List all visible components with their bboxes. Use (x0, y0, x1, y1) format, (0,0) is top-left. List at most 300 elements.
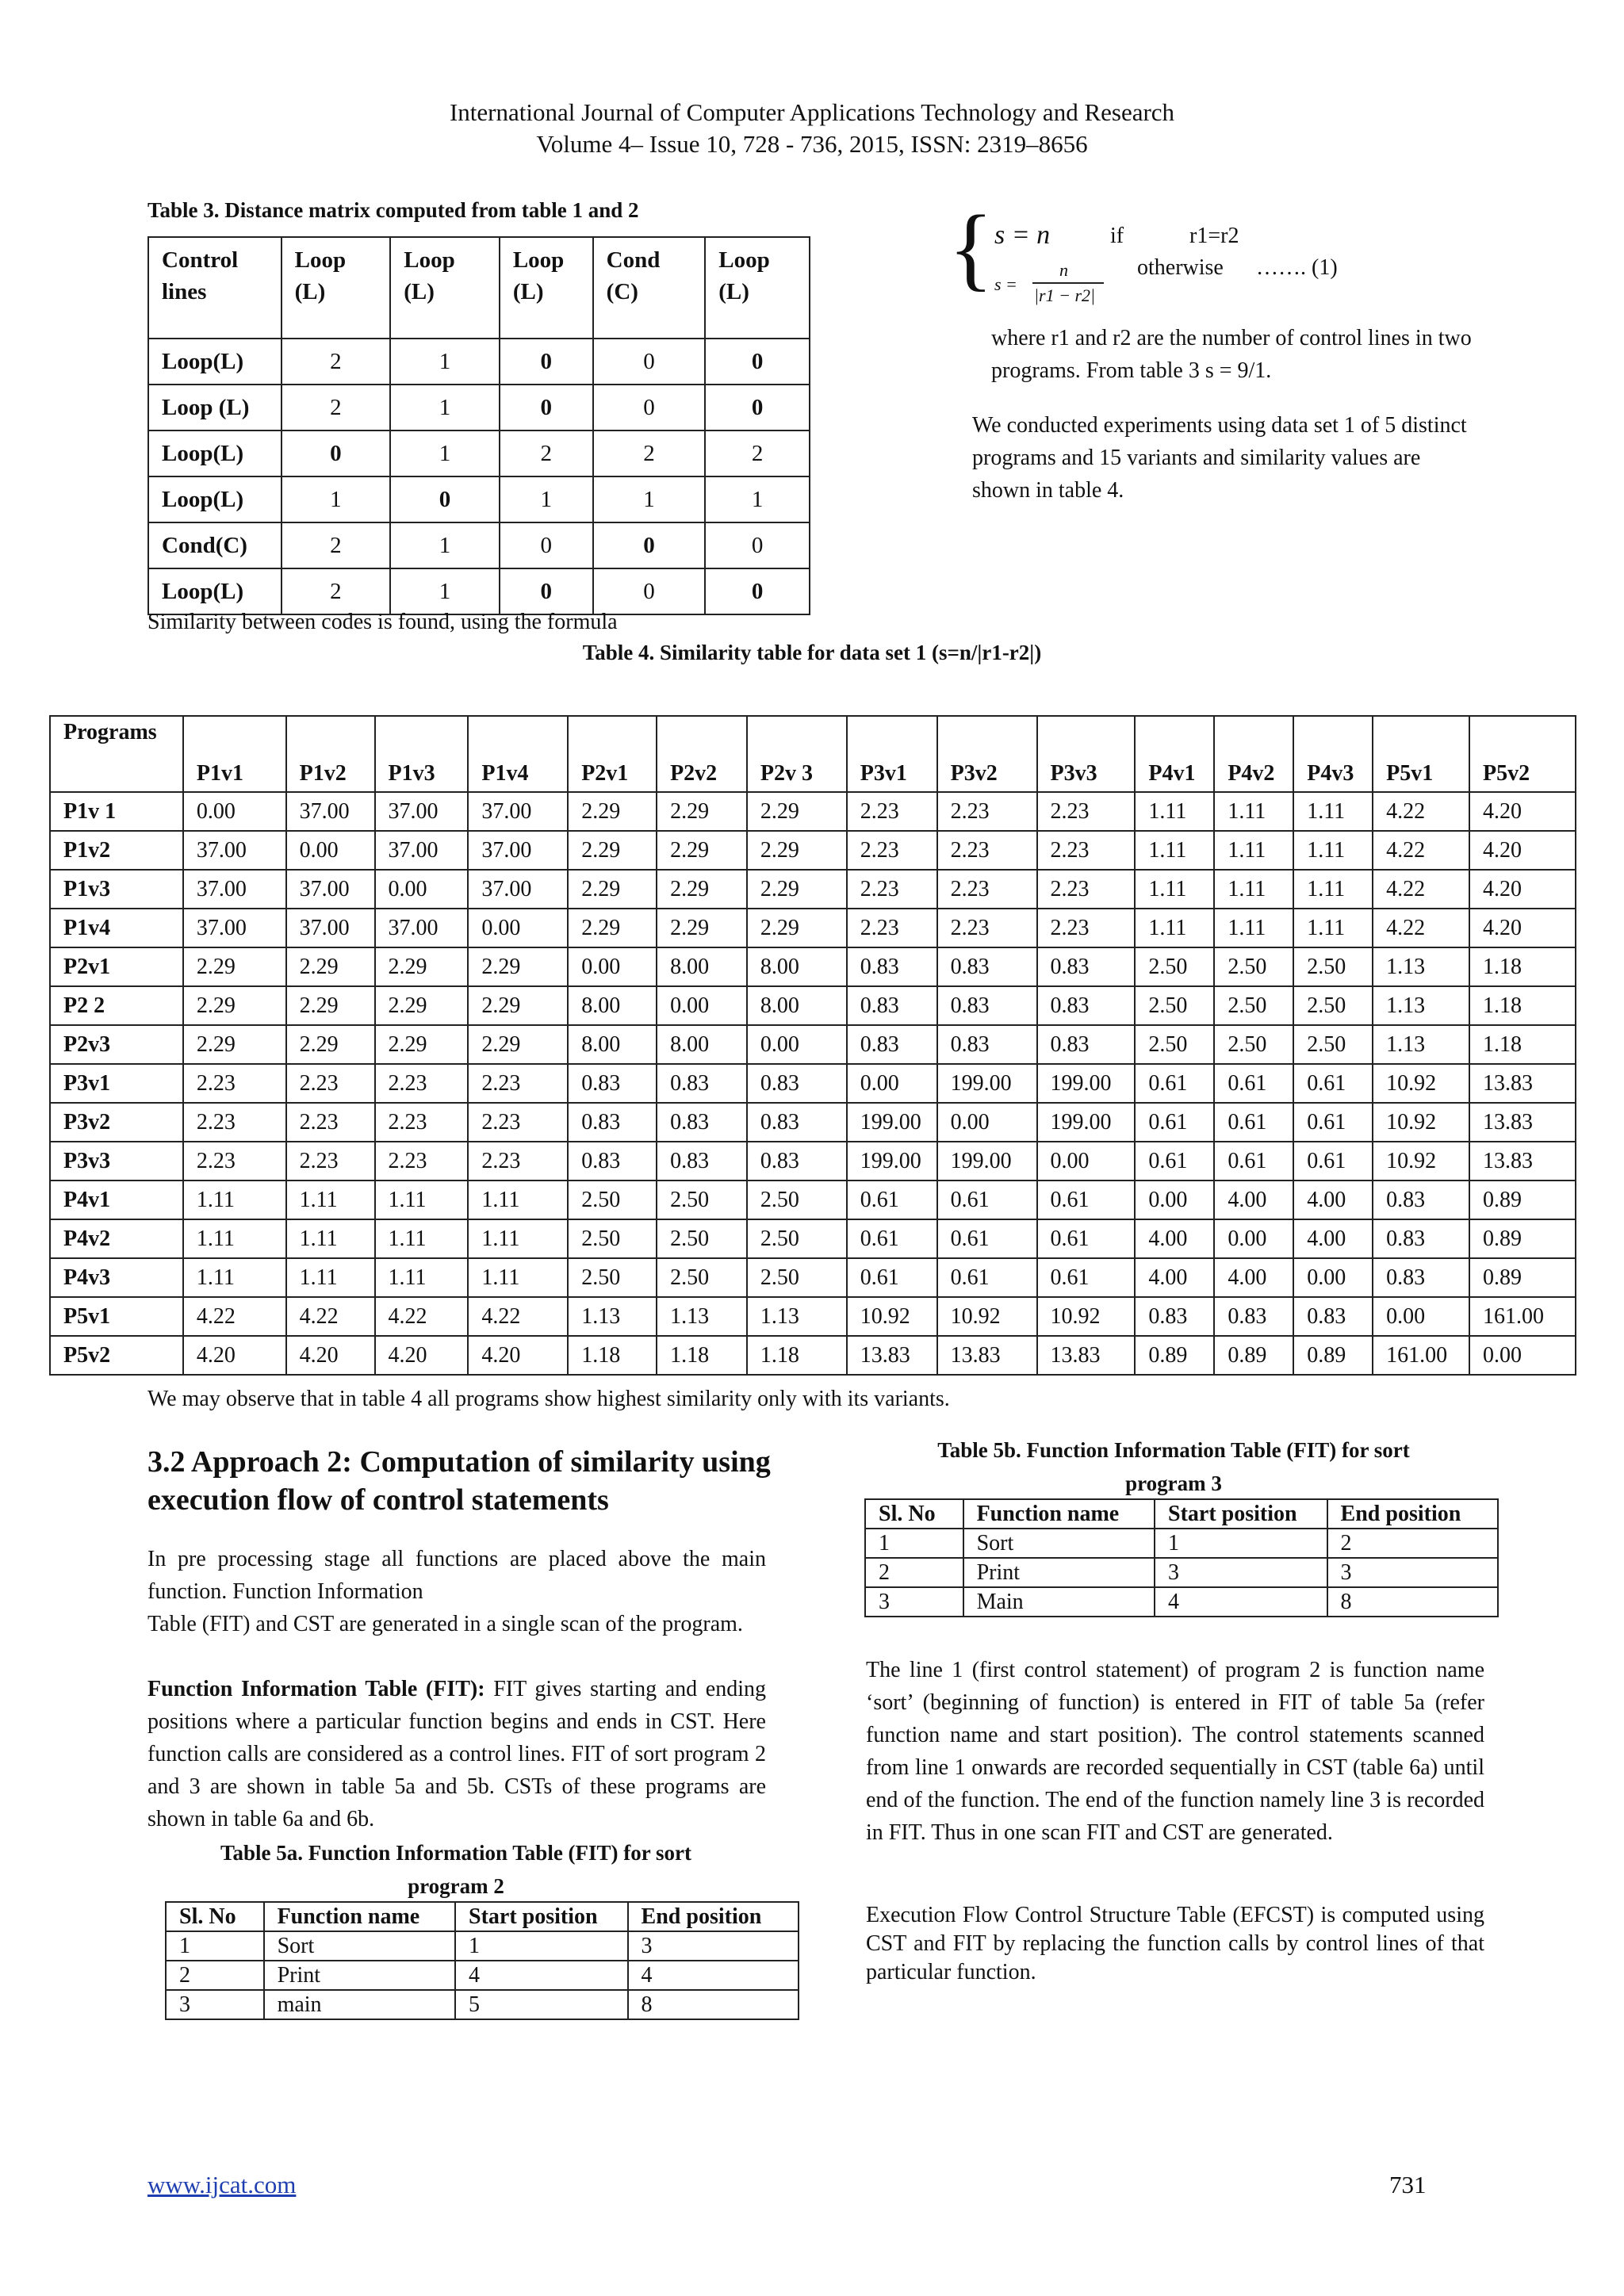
table4-cell: 0.83 (937, 947, 1037, 986)
table4-cell: 0.61 (1135, 1142, 1214, 1181)
table4-cell: 10.92 (1373, 1142, 1469, 1181)
table4-cell: 4.20 (286, 1336, 375, 1375)
table4-cell: 4.22 (286, 1297, 375, 1336)
table4-cell: 199.00 (937, 1142, 1037, 1181)
table4-cell: 10.92 (1373, 1064, 1469, 1103)
table4-col-header: P4v1 (1135, 716, 1214, 792)
table4-cell: 0.89 (1135, 1336, 1214, 1375)
table4-cell: 0.00 (1469, 1336, 1576, 1375)
table4-row-label: P3v3 (50, 1142, 183, 1181)
table4-row-label: P5v1 (50, 1297, 183, 1336)
table-row (50, 1258, 1576, 1297)
table5b-cell: 3 (1327, 1558, 1498, 1587)
table4-row-label: P1v 1 (50, 792, 183, 831)
table4-cell: 1.13 (1373, 986, 1469, 1025)
table4-cell: 2.23 (847, 792, 937, 831)
table3-row-label: Loop(L) (148, 430, 282, 476)
table-row (148, 476, 810, 522)
formula-equal-case: s = n (994, 220, 1051, 250)
table5b-cell: 3 (1155, 1558, 1327, 1587)
table4-cell: 1.11 (1214, 909, 1293, 947)
table4-header-row (50, 716, 1576, 792)
table4-cell: 1.18 (1469, 947, 1576, 986)
table4-cell: 2.23 (937, 792, 1037, 831)
table4-col-header: P5v2 (1469, 716, 1576, 792)
table4-cell: 37.00 (375, 792, 469, 831)
table4-cell: 1.11 (1135, 909, 1214, 947)
table4-cell: 0.00 (1373, 1297, 1469, 1336)
table4-cell: 0.61 (847, 1258, 937, 1297)
table4-cell: 37.00 (468, 870, 568, 909)
table4-col-header: P3v2 (937, 716, 1037, 792)
table4-cell: 4.00 (1135, 1219, 1214, 1258)
observe-text: We may observe that in table 4 all programs show highest similarity only with its variants. (147, 1387, 950, 1411)
table4-row-label: P2v1 (50, 947, 183, 986)
formula-numerator: n (1059, 260, 1068, 280)
table5a-caption-line1: Table 5a. Function Information Table (FIT) for sort (220, 1841, 692, 1865)
table4-cell: 4.00 (1214, 1258, 1293, 1297)
table4-cell: 0.61 (1037, 1181, 1136, 1219)
table4-cell: 13.83 (1469, 1142, 1576, 1181)
table4-cell: 37.00 (183, 909, 286, 947)
table3-cell: 0 (500, 522, 593, 568)
formula-denominator: |r1 − r2| (1034, 285, 1096, 305)
table4-cell: 4.20 (183, 1336, 286, 1375)
table4-cell: 0.83 (847, 947, 937, 986)
table4-cell: 0.00 (1214, 1219, 1293, 1258)
table4-cell: 1.11 (183, 1181, 286, 1219)
table4-cell: 1.11 (375, 1181, 469, 1219)
table4-cell: 10.92 (847, 1297, 937, 1336)
table4-cell: 0.00 (568, 947, 657, 986)
table4-cell: 2.23 (937, 831, 1037, 870)
table5b-cell: 8 (1327, 1587, 1498, 1617)
table4-cell: 0.83 (568, 1103, 657, 1142)
table4-col-header: P1v3 (375, 716, 469, 792)
table4-cell: 2.29 (375, 1025, 469, 1064)
table3-cell: 0 (390, 476, 500, 522)
table3-header: Control lines (148, 237, 282, 339)
table3-cell: 2 (705, 430, 810, 476)
table5b-cell: 2 (865, 1558, 963, 1587)
table4-cell: 13.83 (1037, 1336, 1136, 1375)
table4-cell: 37.00 (468, 831, 568, 870)
table5a-cell: 3 (628, 1931, 799, 1961)
table4-cell: 0.83 (1373, 1258, 1469, 1297)
table-row (50, 1297, 1576, 1336)
table3-cell: 0 (705, 339, 810, 385)
efcst-paragraph: Execution Flow Control Structure Table (EFCST) is computed using CST and FIT by replacing the function calls by control lines of that particular function. (866, 1903, 1484, 1984)
table4-cell: 2.29 (657, 870, 747, 909)
table4-cell: 2.23 (468, 1064, 568, 1103)
table-row (166, 1961, 799, 1990)
table4-cell: 0.83 (747, 1064, 847, 1103)
table4-cell: 2.50 (747, 1258, 847, 1297)
table4-cell: 4.20 (1469, 792, 1576, 831)
table3-cell: 1 (390, 385, 500, 430)
table5a-cell: main (264, 1990, 455, 2019)
table3-row-label: Cond(C) (148, 522, 282, 568)
table4-col-header: P4v3 (1293, 716, 1373, 792)
table4-cell: 10.92 (937, 1297, 1037, 1336)
table4-cell: 0.89 (1469, 1181, 1576, 1219)
table4-cell: 199.00 (1037, 1103, 1136, 1142)
table3-caption: Table 3. Distance matrix computed from table 1 and 2 (147, 198, 639, 222)
table4-cell: 4.22 (1373, 831, 1469, 870)
table-row (50, 1219, 1576, 1258)
table3-cell: 1 (500, 476, 593, 522)
table-row (50, 831, 1576, 870)
table4-cell: 4.20 (1469, 909, 1576, 947)
table5a-header-row (166, 1902, 799, 1931)
table4-cell: 2.50 (657, 1258, 747, 1297)
table4-cell: 2.23 (1037, 831, 1136, 870)
table4-cell: 4.22 (1373, 792, 1469, 831)
table4-cell: 37.00 (183, 831, 286, 870)
table4-cell: 0.83 (1214, 1297, 1293, 1336)
table-row (50, 909, 1576, 947)
table4-cell: 2.23 (375, 1064, 469, 1103)
table3-cell: 1 (390, 339, 500, 385)
table4-cell: 0.89 (1293, 1336, 1373, 1375)
table4-col-header: P3v1 (847, 716, 937, 792)
table5a-header: Sl. No (166, 1902, 264, 1931)
table5b-header: End position (1327, 1499, 1498, 1529)
table4-row-label: P4v1 (50, 1181, 183, 1219)
table3-cell: 0 (593, 568, 706, 614)
table4-corner: Programs (50, 716, 183, 792)
table4-cell: 0.00 (1037, 1142, 1136, 1181)
table4-cell: 1.18 (568, 1336, 657, 1375)
table-row (148, 385, 810, 430)
table5a-cell: Sort (264, 1931, 455, 1961)
table-row (865, 1529, 1498, 1558)
table4-cell: 2.29 (375, 986, 469, 1025)
table4-col-header: P2v1 (568, 716, 657, 792)
table4-cell: 2.29 (286, 947, 375, 986)
table3-cell: 1 (282, 476, 391, 522)
table3 (147, 236, 810, 615)
table4-cell: 199.00 (847, 1142, 937, 1181)
table4-cell: 199.00 (937, 1064, 1037, 1103)
table4-row-label: P1v3 (50, 870, 183, 909)
table4-cell: 2.29 (747, 870, 847, 909)
table4-cell: 2.50 (1293, 1025, 1373, 1064)
table5b-header: Start position (1155, 1499, 1327, 1529)
table4-cell: 2.50 (568, 1181, 657, 1219)
table4-cell: 4.00 (1293, 1219, 1373, 1258)
table4-cell: 4.22 (1373, 909, 1469, 947)
table4 (49, 715, 1576, 1376)
table3-cell: 0 (705, 522, 810, 568)
table-row (148, 339, 810, 385)
table4-cell: 1.13 (1373, 947, 1469, 986)
table-row (50, 792, 1576, 831)
table4-cell: 8.00 (657, 947, 747, 986)
table4-cell: 1.18 (1469, 1025, 1576, 1064)
table5a-cell: 1 (166, 1931, 264, 1961)
table4-cell: 2.23 (375, 1142, 469, 1181)
table5a-header: Start position (455, 1902, 628, 1931)
table5a-cell: 2 (166, 1961, 264, 1990)
table5b-caption (856, 1433, 1491, 1500)
table4-cell: 8.00 (747, 947, 847, 986)
fit-term: Function Information Table (FIT): (147, 1677, 485, 1701)
table4-cell: 0.83 (1373, 1219, 1469, 1258)
table4-row-label: P1v2 (50, 831, 183, 870)
table4-cell: 37.00 (286, 792, 375, 831)
table5b-caption-line2: program 3 (1125, 1471, 1222, 1495)
table3-row-label: Loop(L) (148, 568, 282, 614)
table4-cell: 0.00 (468, 909, 568, 947)
table4-col-header: P1v1 (183, 716, 286, 792)
table4-cell: 4.20 (1469, 870, 1576, 909)
table3-cell: 0 (593, 339, 706, 385)
formula-condition: r1=r2 (1189, 224, 1239, 248)
table4-cell: 0.83 (568, 1142, 657, 1181)
table4-cell: 1.13 (568, 1297, 657, 1336)
journal-title: International Journal of Computer Applications Technology and Research (449, 98, 1175, 126)
table-row (50, 986, 1576, 1025)
table4-cell: 37.00 (183, 870, 286, 909)
table4-cell: 199.00 (1037, 1064, 1136, 1103)
table4-cell: 0.00 (1135, 1181, 1214, 1219)
table4-cell: 2.29 (657, 831, 747, 870)
table3-cell: 2 (282, 568, 391, 614)
table4-cell: 1.11 (286, 1181, 375, 1219)
table4-cell: 2.23 (1037, 870, 1136, 909)
table5b (864, 1498, 1499, 1617)
formula-equation-number: ……. (1) (1256, 255, 1338, 280)
table4-cell: 2.23 (847, 870, 937, 909)
table5b-header-row (865, 1499, 1498, 1529)
table4-cell: 0.89 (1469, 1258, 1576, 1297)
table5b-caption-line1: Table 5b. Function Information Table (FIT) for sort (937, 1438, 1410, 1462)
table4-cell: 0.61 (1037, 1258, 1136, 1297)
table4-cell: 4.00 (1293, 1181, 1373, 1219)
table4-cell: 1.11 (468, 1258, 568, 1297)
table4-cell: 0.83 (937, 986, 1037, 1025)
table4-row-label: P4v3 (50, 1258, 183, 1297)
table3-cell: 1 (593, 476, 706, 522)
fit-description: FIT gives starting and ending positions where a particular function begins and ends in CST. Here function calls are considered as a control lines. FIT of sort program 2 and 3 are shown in table 5a and 5b. CSTs of these programs are shown in table 6a and 6b. (147, 1677, 766, 1831)
table4-cell: 2.23 (1037, 909, 1136, 947)
table4-cell: 0.00 (1293, 1258, 1373, 1297)
table4-cell: 2.23 (847, 831, 937, 870)
table4-col-header: P1v2 (286, 716, 375, 792)
table4-cell: 13.83 (847, 1336, 937, 1375)
table4-cell: 1.11 (1214, 831, 1293, 870)
table5b-cell: 2 (1327, 1529, 1498, 1558)
table4-cell: 0.89 (1214, 1336, 1293, 1375)
table4-cell: 1.18 (657, 1336, 747, 1375)
table4-cell: 2.29 (468, 986, 568, 1025)
table4-cell: 2.23 (468, 1142, 568, 1181)
table4-cell: 4.20 (468, 1336, 568, 1375)
table4-cell: 2.23 (1037, 792, 1136, 831)
table4-cell: 2.29 (183, 986, 286, 1025)
table4-cell: 2.50 (657, 1219, 747, 1258)
table4-cell: 1.11 (468, 1181, 568, 1219)
table3-cell: 2 (593, 430, 706, 476)
table4-cell: 2.50 (1293, 947, 1373, 986)
table4-cell: 2.29 (183, 1025, 286, 1064)
table4-cell: 0.83 (1293, 1297, 1373, 1336)
table-row (166, 1931, 799, 1961)
table4-cell: 0.83 (657, 1064, 747, 1103)
table4-cell: 1.13 (1373, 1025, 1469, 1064)
table4-body (50, 792, 1576, 1375)
table4-cell: 0.61 (1214, 1064, 1293, 1103)
table4-cell: 0.00 (747, 1025, 847, 1064)
table4-cell: 0.83 (657, 1142, 747, 1181)
table4-col-header: P5v1 (1373, 716, 1469, 792)
fit-paragraph (147, 1673, 766, 1835)
table4-row-label: P2 2 (50, 986, 183, 1025)
table4-cell: 2.29 (747, 909, 847, 947)
table3-cell: 1 (390, 522, 500, 568)
table3-cell: 0 (705, 568, 810, 614)
table4-caption: Table 4. Similarity table for data set 1 (s=n/|r1-r2|) (582, 641, 1042, 664)
table4-cell: 0.61 (937, 1258, 1037, 1297)
table4-cell: 1.11 (1135, 831, 1214, 870)
table4-col-header: P2v2 (657, 716, 747, 792)
table5b-header: Function name (963, 1499, 1155, 1529)
table4-cell: 2.23 (183, 1064, 286, 1103)
table5a-caption-line2: program 2 (408, 1874, 504, 1898)
table-row (148, 522, 810, 568)
table5b-cell: 1 (1155, 1529, 1327, 1558)
pre-processing-text-2: Table (FIT) and CST are generated in a single scan of the program. (147, 1612, 743, 1636)
table4-cell: 2.50 (568, 1258, 657, 1297)
table4-cell: 1.11 (1293, 792, 1373, 831)
fraction-bar (1032, 282, 1104, 284)
table4-cell: 0.61 (1037, 1219, 1136, 1258)
table4-cell: 2.50 (1135, 947, 1214, 986)
table4-cell: 1.11 (1214, 792, 1293, 831)
table4-cell: 2.50 (1135, 986, 1214, 1025)
table4-cell: 2.29 (657, 792, 747, 831)
table4-cell: 1.11 (1135, 870, 1214, 909)
table4-col-header: P1v4 (468, 716, 568, 792)
table4-cell: 4.22 (468, 1297, 568, 1336)
table3-cell: 1 (390, 568, 500, 614)
table3-header: Loop (L) (705, 237, 810, 339)
table4-row-label: P3v1 (50, 1064, 183, 1103)
table-row (148, 430, 810, 476)
table4-cell: 8.00 (568, 986, 657, 1025)
table4-cell: 0.61 (1135, 1103, 1214, 1142)
table4-cell: 2.23 (468, 1103, 568, 1142)
table4-cell: 13.83 (1469, 1103, 1576, 1142)
table5b-cell: Main (963, 1587, 1155, 1617)
table4-cell: 37.00 (375, 831, 469, 870)
table4-row-label: P3v2 (50, 1103, 183, 1142)
experiments-text: We conducted experiments using data set 1 of 5 distinct programs and 15 variants and similarity values are shown in table 4. (972, 413, 1467, 503)
table4-cell: 1.11 (375, 1258, 469, 1297)
table4-cell: 2.50 (1214, 947, 1293, 986)
formula-fraction-lhs: s = (994, 274, 1017, 294)
table5b-cell: 1 (865, 1529, 963, 1558)
table3-cell: 2 (500, 430, 593, 476)
table5a-cell: 4 (455, 1961, 628, 1990)
table4-cell: 0.61 (1293, 1103, 1373, 1142)
table4-cell: 2.29 (657, 909, 747, 947)
table5b-header: Sl. No (865, 1499, 963, 1529)
table4-cell: 161.00 (1469, 1297, 1576, 1336)
similarity-formula (948, 198, 1488, 333)
section-title: 3.2 Approach 2: Computation of similarity using execution flow of control statements (147, 1445, 771, 1517)
table4-cell: 13.83 (1469, 1064, 1576, 1103)
table5a-cell: 1 (455, 1931, 628, 1961)
table-row (50, 1181, 1576, 1219)
table4-cell: 1.18 (747, 1336, 847, 1375)
table4-cell: 1.11 (1214, 870, 1293, 909)
table4-cell: 0.00 (657, 986, 747, 1025)
table4-cell: 0.61 (1135, 1064, 1214, 1103)
page-number: 731 (1389, 2171, 1427, 2198)
table4-cell: 0.83 (1037, 986, 1136, 1025)
table4-cell: 8.00 (747, 986, 847, 1025)
table4-col-header: P3v3 (1037, 716, 1136, 792)
table4-row-label: P4v2 (50, 1219, 183, 1258)
table4-cell: 1.11 (1293, 909, 1373, 947)
table4-cell: 4.00 (1214, 1181, 1293, 1219)
table3-cell: 2 (282, 339, 391, 385)
footer-url-link[interactable]: www.ijcat.com (147, 2171, 297, 2198)
table-row (50, 1064, 1576, 1103)
table5b-cell: Sort (963, 1529, 1155, 1558)
table4-cell: 2.23 (937, 909, 1037, 947)
table4-cell: 2.29 (568, 870, 657, 909)
table4-cell: 2.29 (568, 909, 657, 947)
similarity-formula-text: Similarity between codes is found, using the formula (147, 610, 618, 634)
table4-cell: 0.83 (747, 1103, 847, 1142)
table4-cell: 161.00 (1373, 1336, 1469, 1375)
table4-cell: 37.00 (286, 870, 375, 909)
table4-cell: 0.83 (657, 1103, 747, 1142)
table3-header: Loop (L) (390, 237, 500, 339)
table3-cell: 0 (593, 522, 706, 568)
table4-cell: 2.23 (286, 1064, 375, 1103)
table3-cell: 0 (500, 385, 593, 430)
table4-cell: 0.00 (183, 792, 286, 831)
table4-cell: 2.50 (1135, 1025, 1214, 1064)
table5a-header: End position (628, 1902, 799, 1931)
table3-header: Loop (L) (282, 237, 391, 339)
table4-cell: 0.61 (1214, 1103, 1293, 1142)
table-row (865, 1558, 1498, 1587)
table4-cell: 37.00 (468, 792, 568, 831)
table4-cell: 8.00 (568, 1025, 657, 1064)
table3-cell: 2 (282, 385, 391, 430)
table3-header: Cond (C) (593, 237, 706, 339)
table4-cell: 2.50 (1214, 1025, 1293, 1064)
table4-cell: 2.29 (468, 1025, 568, 1064)
table4-cell: 0.83 (1373, 1181, 1469, 1219)
table4-cell: 1.11 (286, 1258, 375, 1297)
formula-otherwise: otherwise (1137, 255, 1224, 280)
table4-cell: 0.83 (937, 1025, 1037, 1064)
table4-cell: 2.50 (1214, 986, 1293, 1025)
table3-cell: 0 (705, 385, 810, 430)
table4-cell: 2.50 (747, 1181, 847, 1219)
table3-header-row (148, 237, 810, 339)
table4-cell: 2.29 (468, 947, 568, 986)
table-row (50, 1103, 1576, 1142)
table5b-cell: 4 (1155, 1587, 1327, 1617)
table4-cell: 1.11 (286, 1219, 375, 1258)
